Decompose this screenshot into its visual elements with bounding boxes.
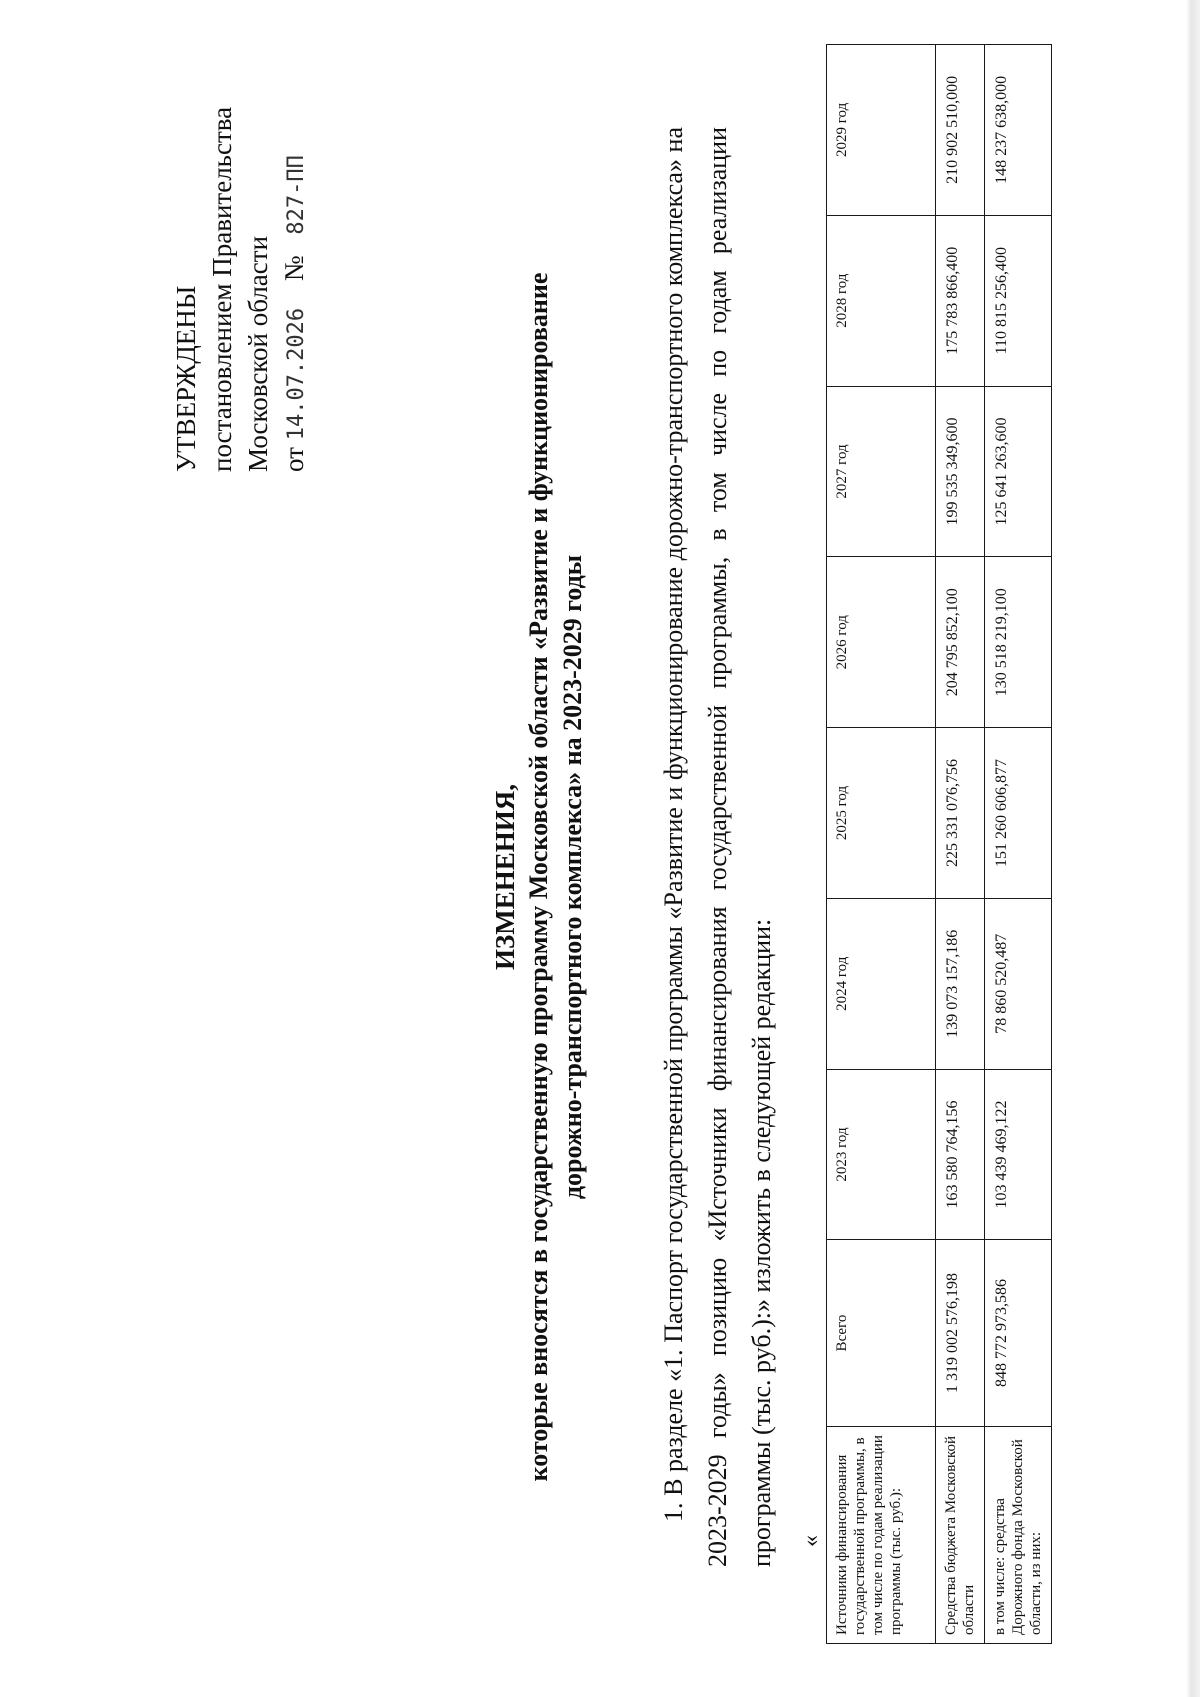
cell-2029: 148 237 638,000 bbox=[985, 45, 1052, 216]
header-2027: 2027 год bbox=[827, 386, 936, 557]
approved-heading: УТВЕРЖДЕНЫ bbox=[171, 285, 201, 472]
title-line-2: дорожно-транспортного комплекса» на 2023-2029 годы bbox=[558, 554, 587, 1200]
cell-2028: 110 815 256,400 bbox=[985, 215, 1052, 386]
cell-2024: 78 860 520,487 bbox=[985, 898, 1052, 1069]
row-label: в том числе: средства Дорожного фонда Московской области, из них: bbox=[985, 1426, 1052, 1643]
header-2029: 2029 год bbox=[827, 45, 936, 216]
header-2023: 2023 год bbox=[827, 1069, 936, 1240]
header-2025: 2025 год bbox=[827, 728, 936, 899]
header-source: Источники финансирования государственной программы, в том числе по годам реализации программы (тыс. руб.): bbox=[827, 1426, 936, 1643]
document-title bbox=[488, 187, 590, 1567]
number-sign: № bbox=[279, 255, 309, 282]
cell-2025: 151 260 606,877 bbox=[985, 728, 1052, 899]
header-2026: 2026 год bbox=[827, 557, 936, 728]
header-2024: 2024 год bbox=[827, 898, 936, 1069]
cell-2026: 204 795 852,100 bbox=[936, 557, 985, 728]
cell-2023: 103 439 469,122 bbox=[985, 1069, 1052, 1240]
cell-2027: 199 535 349,600 bbox=[936, 386, 985, 557]
quote-open-mark: « bbox=[798, 1535, 824, 1547]
approval-number: 827-ПП bbox=[284, 155, 309, 235]
approval-stamp bbox=[168, 52, 315, 472]
table-row bbox=[985, 45, 1052, 1644]
cell-2026: 130 518 219,100 bbox=[985, 557, 1052, 728]
header-total: Всего bbox=[827, 1240, 936, 1426]
financing-table bbox=[826, 44, 1052, 1644]
row-label: Средства бюджета Московской области bbox=[936, 1426, 985, 1643]
cell-2024: 139 073 157,186 bbox=[936, 898, 985, 1069]
cell-2025: 225 331 076,756 bbox=[936, 728, 985, 899]
approval-date: 14.07.2026 bbox=[284, 307, 309, 441]
approved-line-1: постановлением Правительства bbox=[207, 106, 237, 472]
approved-line-2: Московской области bbox=[243, 235, 273, 472]
cell-2027: 125 641 263,600 bbox=[985, 386, 1052, 557]
cell-2023: 163 580 764,156 bbox=[936, 1069, 985, 1240]
cell-total: 848 772 973,586 bbox=[985, 1240, 1052, 1426]
approved-date-line bbox=[276, 52, 315, 472]
header-2028: 2028 год bbox=[827, 215, 936, 386]
cell-total: 1 319 002 576,198 bbox=[936, 1240, 985, 1426]
date-prefix: от bbox=[279, 447, 309, 472]
title-main: ИЗМЕНЕНИЯ, bbox=[490, 784, 520, 971]
cell-2029: 210 902 510,000 bbox=[936, 45, 985, 216]
table-header-row bbox=[827, 45, 936, 1644]
title-line-1: которые вносятся в государственную программу Московской области «Развитие и функционирование bbox=[524, 272, 553, 1482]
table-row bbox=[936, 45, 985, 1644]
amendment-paragraph: 1. В разделе «1. Паспорт государственной программы «Развитие и функционирование дорожно-транспортного комплекса» на 2023-2029 годы» позицию «Источники финансирования государственной программы, в том числе по годам реализации программы (тыс. руб.):» изложить в следующей редакции: bbox=[659, 127, 776, 1567]
cell-2028: 175 783 866,400 bbox=[936, 215, 985, 386]
